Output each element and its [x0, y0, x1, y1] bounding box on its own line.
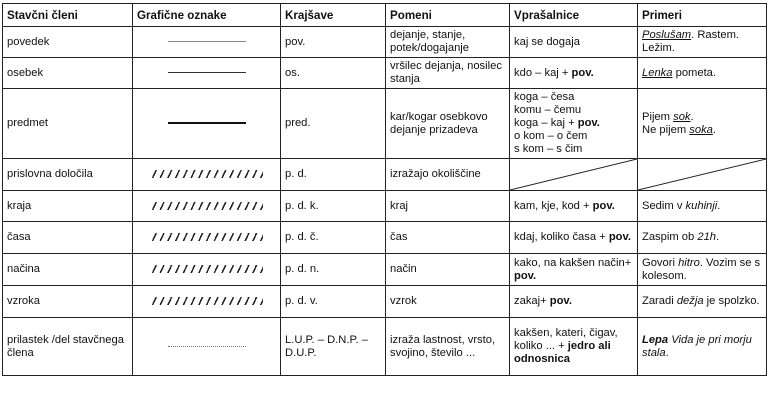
vprasalnica-cell: kaj se dogaja: [510, 27, 638, 58]
vprasalnica-cell: kdaj, koliko časa + pov.: [510, 222, 638, 254]
header-graficne-oznake: Grafične oznake: [133, 4, 281, 27]
dotted-line-mark: [168, 346, 246, 347]
clen-cell: predmet: [3, 89, 133, 159]
hatch-mark: [151, 170, 263, 178]
clen-cell: načina: [3, 254, 133, 286]
table-row: [3, 254, 767, 286]
stavcni-cleni-table: [2, 3, 767, 376]
thick-line-mark: [168, 122, 246, 124]
table-row: [3, 191, 767, 222]
pomen-cell: način: [386, 254, 510, 286]
oznaka-cell: [133, 254, 281, 286]
header-krajsave: Krajšave: [281, 4, 386, 27]
vprasalnica-cell: kdo – kaj + pov.: [510, 58, 638, 89]
header-primeri: Primeri: [638, 4, 767, 27]
header-pomeni: Pomeni: [386, 4, 510, 27]
pomen-cell: izražajo okoliščine: [386, 159, 510, 191]
oznaka-cell: [133, 89, 281, 159]
clen-cell: časa: [3, 222, 133, 254]
oznaka-cell: [133, 286, 281, 318]
header-row: [3, 4, 767, 27]
pomen-cell: kar/kogar osebkovo dejanje prizadeva: [386, 89, 510, 159]
oznaka-cell: [133, 58, 281, 89]
clen-cell: osebek: [3, 58, 133, 89]
kratica-cell: pred.: [281, 89, 386, 159]
primer-cell: Lenka pometa.: [638, 58, 767, 89]
single-line-mark: [168, 72, 246, 73]
kratica-cell: p. d.: [281, 159, 386, 191]
oznaka-cell: [133, 27, 281, 58]
hatch-mark: [151, 233, 263, 241]
primer-cell: Pijem sok. Ne pijem soka.: [638, 89, 767, 159]
table-row: [3, 318, 767, 376]
kratica-cell: os.: [281, 58, 386, 89]
kratica-cell: pov.: [281, 27, 386, 58]
vprasalnica-cell: kako, na kakšen način+ pov.: [510, 254, 638, 286]
oznaka-cell: [133, 191, 281, 222]
diagonal-line: [638, 159, 766, 190]
pomen-cell: vzrok: [386, 286, 510, 318]
primer-cell: Zaspim ob 21h.: [638, 222, 767, 254]
clen-cell: kraja: [3, 191, 133, 222]
vprasalnica-cell: zakaj+ pov.: [510, 286, 638, 318]
thin-line-mark: [168, 41, 246, 42]
oznaka-cell: [133, 222, 281, 254]
empty-diagonal-cell: [638, 159, 767, 191]
table-row: [3, 27, 767, 58]
clen-cell: vzroka: [3, 286, 133, 318]
primer-cell: Lepa Vida je pri morju stala.: [638, 318, 767, 376]
oznaka-cell: [133, 159, 281, 191]
table-row: [3, 58, 767, 89]
vprasalnica-cell: kam, kje, kod + pov.: [510, 191, 638, 222]
pomen-cell: dejanje, stanje, potek/dogajanje: [386, 27, 510, 58]
primer-cell: Govori hitro. Vozim se s kolesom.: [638, 254, 767, 286]
vprasalnica-cell: koga – česa komu – čemu koga – kaj + pov. o kom – o čem s kom – s čim: [510, 89, 638, 159]
table-row: [3, 222, 767, 254]
kratica-cell: p. d. k.: [281, 191, 386, 222]
table-row: [3, 159, 767, 191]
hatch-mark: [151, 265, 263, 273]
primer-cell: Sedim v kuhinji.: [638, 191, 767, 222]
hatch-mark: [151, 297, 263, 305]
kratica-cell: L.U.P. – D.N.P. – D.U.P.: [281, 318, 386, 376]
kratica-cell: p. d. v.: [281, 286, 386, 318]
clen-cell: povedek: [3, 27, 133, 58]
kratica-cell: p. d. č.: [281, 222, 386, 254]
diagonal-line: [510, 159, 637, 190]
pomen-cell: vršilec dejanja, nosilec stanja: [386, 58, 510, 89]
empty-diagonal-cell: [510, 159, 638, 191]
pomen-cell: izraža lastnost, vrsto, svojino, število ...: [386, 318, 510, 376]
header-clen: Stavčni členi: [3, 4, 133, 27]
oznaka-cell: [133, 318, 281, 376]
table-wrapper: [2, 3, 767, 376]
primer-cell: Poslušam. Rastem. Ležim.: [638, 27, 767, 58]
vprasalnica-cell: kakšen, kateri, čigav, koliko ... + jedro ali odnosnica: [510, 318, 638, 376]
primer-cell: Zaradi dežja je spolzko.: [638, 286, 767, 318]
pomen-cell: čas: [386, 222, 510, 254]
clen-cell: prislovna določila: [3, 159, 133, 191]
table-row: [3, 89, 767, 159]
pomen-cell: kraj: [386, 191, 510, 222]
clen-cell: prilastek /del stavčnega člena: [3, 318, 133, 376]
hatch-mark: [151, 202, 263, 210]
table-row: [3, 286, 767, 318]
kratica-cell: p. d. n.: [281, 254, 386, 286]
header-vprasalnice: Vprašalnice: [510, 4, 638, 27]
